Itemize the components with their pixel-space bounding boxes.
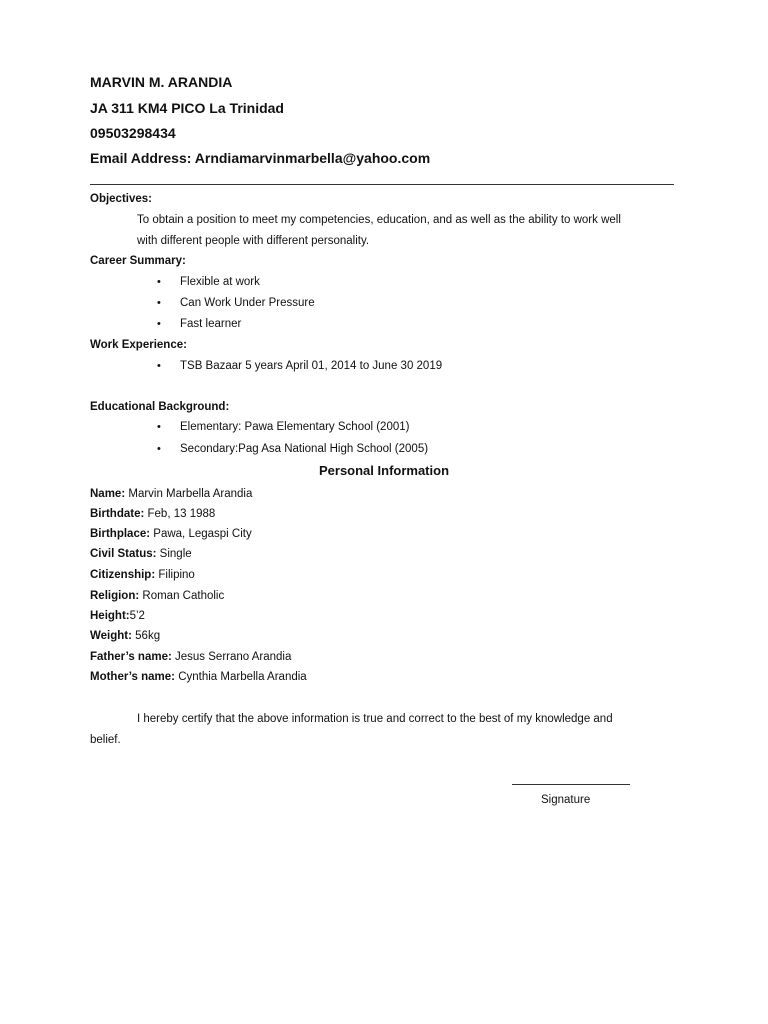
career-summary-item: Flexible at work	[180, 276, 260, 288]
personal-key: Mother’s name:	[90, 671, 175, 683]
work-experience-item: TSB Bazaar 5 years April 01, 2014 to June 30 2019	[180, 360, 443, 372]
objectives-line-1: To obtain a position to meet my competencies, education, and as well as the ability to work well	[137, 214, 621, 226]
personal-row	[90, 651, 291, 663]
personal-value: Single	[159, 548, 192, 560]
personal-row	[90, 590, 224, 602]
personal-value: Feb, 13 1988	[147, 508, 216, 520]
bullet-icon: •	[157, 318, 161, 330]
personal-value: Cynthia Marbella Arandia	[178, 671, 307, 683]
personal-row	[90, 548, 192, 560]
personal-key: Civil Status:	[90, 548, 157, 560]
header-divider	[90, 184, 674, 185]
personal-key: Weight:	[90, 630, 132, 642]
applicant-phone: 09503298434	[90, 125, 176, 141]
signature-label: Signature	[541, 794, 591, 806]
bullet-icon: •	[157, 360, 161, 372]
personal-row	[90, 508, 215, 520]
bullet-icon: •	[157, 297, 161, 309]
career-summary-item: Can Work Under Pressure	[180, 297, 315, 309]
personal-value: 56kg	[135, 630, 161, 642]
personal-key: Birthdate:	[90, 508, 145, 520]
personal-row	[90, 528, 252, 540]
objectives-line-2: with different people with different personality.	[137, 235, 370, 247]
personal-key: Height:	[90, 610, 130, 622]
bullet-icon: •	[157, 276, 161, 288]
bullet-icon: •	[157, 421, 161, 433]
bullet-icon: •	[157, 443, 161, 455]
personal-value: Pawa, Legaspi City	[153, 528, 252, 540]
education-item: Elementary: Pawa Elementary School (2001)	[180, 421, 410, 433]
applicant-address: JA 311 KM4 PICO La Trinidad	[90, 100, 284, 116]
personal-row	[90, 671, 307, 683]
applicant-email: Email Address: Arndiamarvinmarbella@yahoo.com	[90, 150, 431, 166]
career-summary-item: Fast learner	[180, 318, 242, 330]
personal-value: Roman Catholic	[142, 590, 225, 602]
personal-row	[90, 630, 160, 642]
work-experience-label: Work Experience:	[90, 339, 187, 351]
personal-row	[90, 610, 145, 622]
personal-key: Name:	[90, 488, 126, 500]
personal-key: Father’s name:	[90, 651, 172, 663]
personal-row	[90, 569, 195, 581]
personal-row	[90, 488, 252, 500]
personal-value: 5’2	[129, 610, 145, 622]
certification-line-2: belief.	[90, 734, 121, 746]
objectives-label: Objectives:	[90, 193, 152, 205]
personal-key: Religion:	[90, 590, 140, 602]
personal-value: Marvin Marbella Arandia	[128, 488, 253, 500]
personal-value: Filipino	[158, 569, 195, 581]
applicant-name: MARVIN M. ARANDIA	[90, 74, 233, 90]
personal-key: Citizenship:	[90, 569, 156, 581]
certification-line-1: I hereby certify that the above information is true and correct to the best of my knowledge and	[137, 713, 613, 725]
education-item: Secondary:Pag Asa National High School (2005)	[180, 443, 429, 455]
signature-line	[512, 784, 630, 785]
personal-information-title: Personal Information	[318, 463, 450, 478]
education-label: Educational Background:	[90, 401, 230, 413]
personal-value: Jesus Serrano Arandia	[175, 651, 292, 663]
personal-key: Birthplace:	[90, 528, 151, 540]
career-summary-label: Career Summary:	[90, 255, 186, 267]
